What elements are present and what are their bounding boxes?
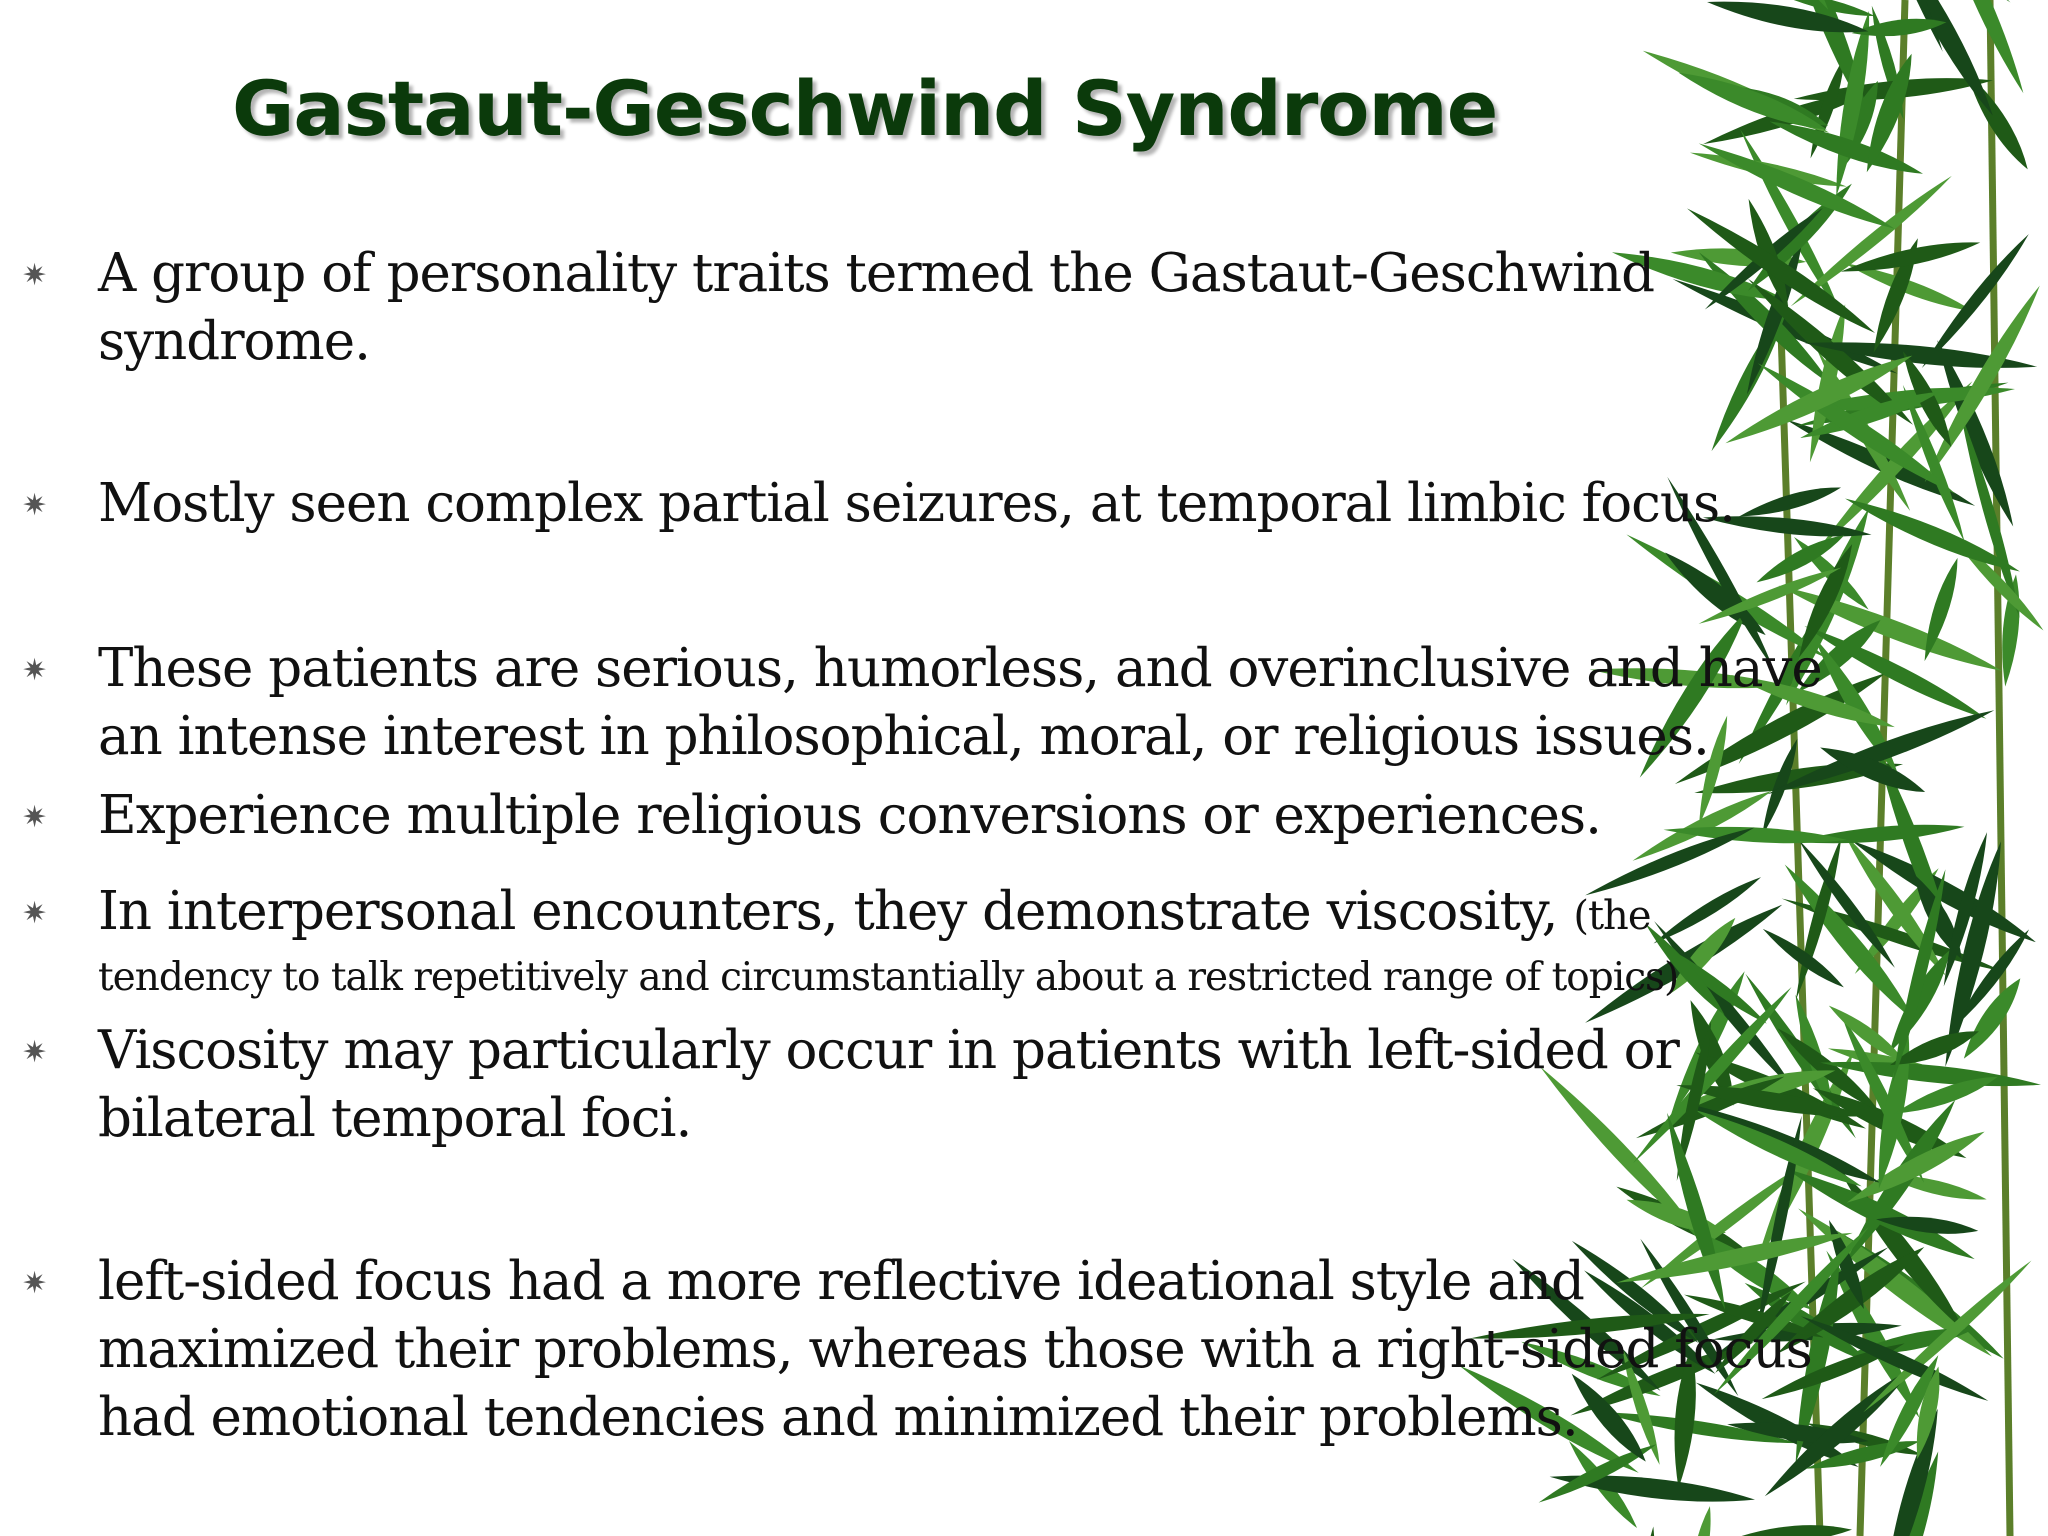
asterisk-bullet-icon: ✷ [22, 800, 48, 835]
asterisk-bullet-icon: ✷ [22, 896, 48, 931]
asterisk-bullet-icon: ✷ [22, 653, 48, 688]
asterisk-bullet-icon: ✷ [22, 258, 48, 293]
slide-title: Gastaut-Geschwind Syndrome [232, 64, 1498, 153]
bullet-text: These patients are serious, humorless, and overinclusive and have an intense interest in philosophical, moral, or religious issues. [98, 638, 1822, 767]
bullet-text: In interpersonal encounters, they demonstrate viscosity, (the tendency to talk repetitively and circumstantially about a restricted range of topics) [98, 881, 1679, 1000]
asterisk-bullet-icon: ✷ [22, 488, 48, 523]
bullet-text: A group of personality traits termed the Gastaut-Geschwind syndrome. [98, 243, 1655, 372]
bullet-text: Viscosity may particularly occur in patients with left-sided or bilateral temporal foci. [98, 1020, 1679, 1149]
bullet-text: Experience multiple religious conversions or experiences. [98, 785, 1601, 846]
bullet-text: left-sided focus had a more reflective ideational style and maximized their problems, whereas those with a right-sided focus had emotional tendencies and minimized their problems. [98, 1251, 1812, 1448]
asterisk-bullet-icon: ✷ [22, 1266, 48, 1301]
asterisk-bullet-icon: ✷ [22, 1035, 48, 1070]
bullet-text: Mostly seen complex partial seizures, at temporal limbic focus. [98, 473, 1736, 534]
